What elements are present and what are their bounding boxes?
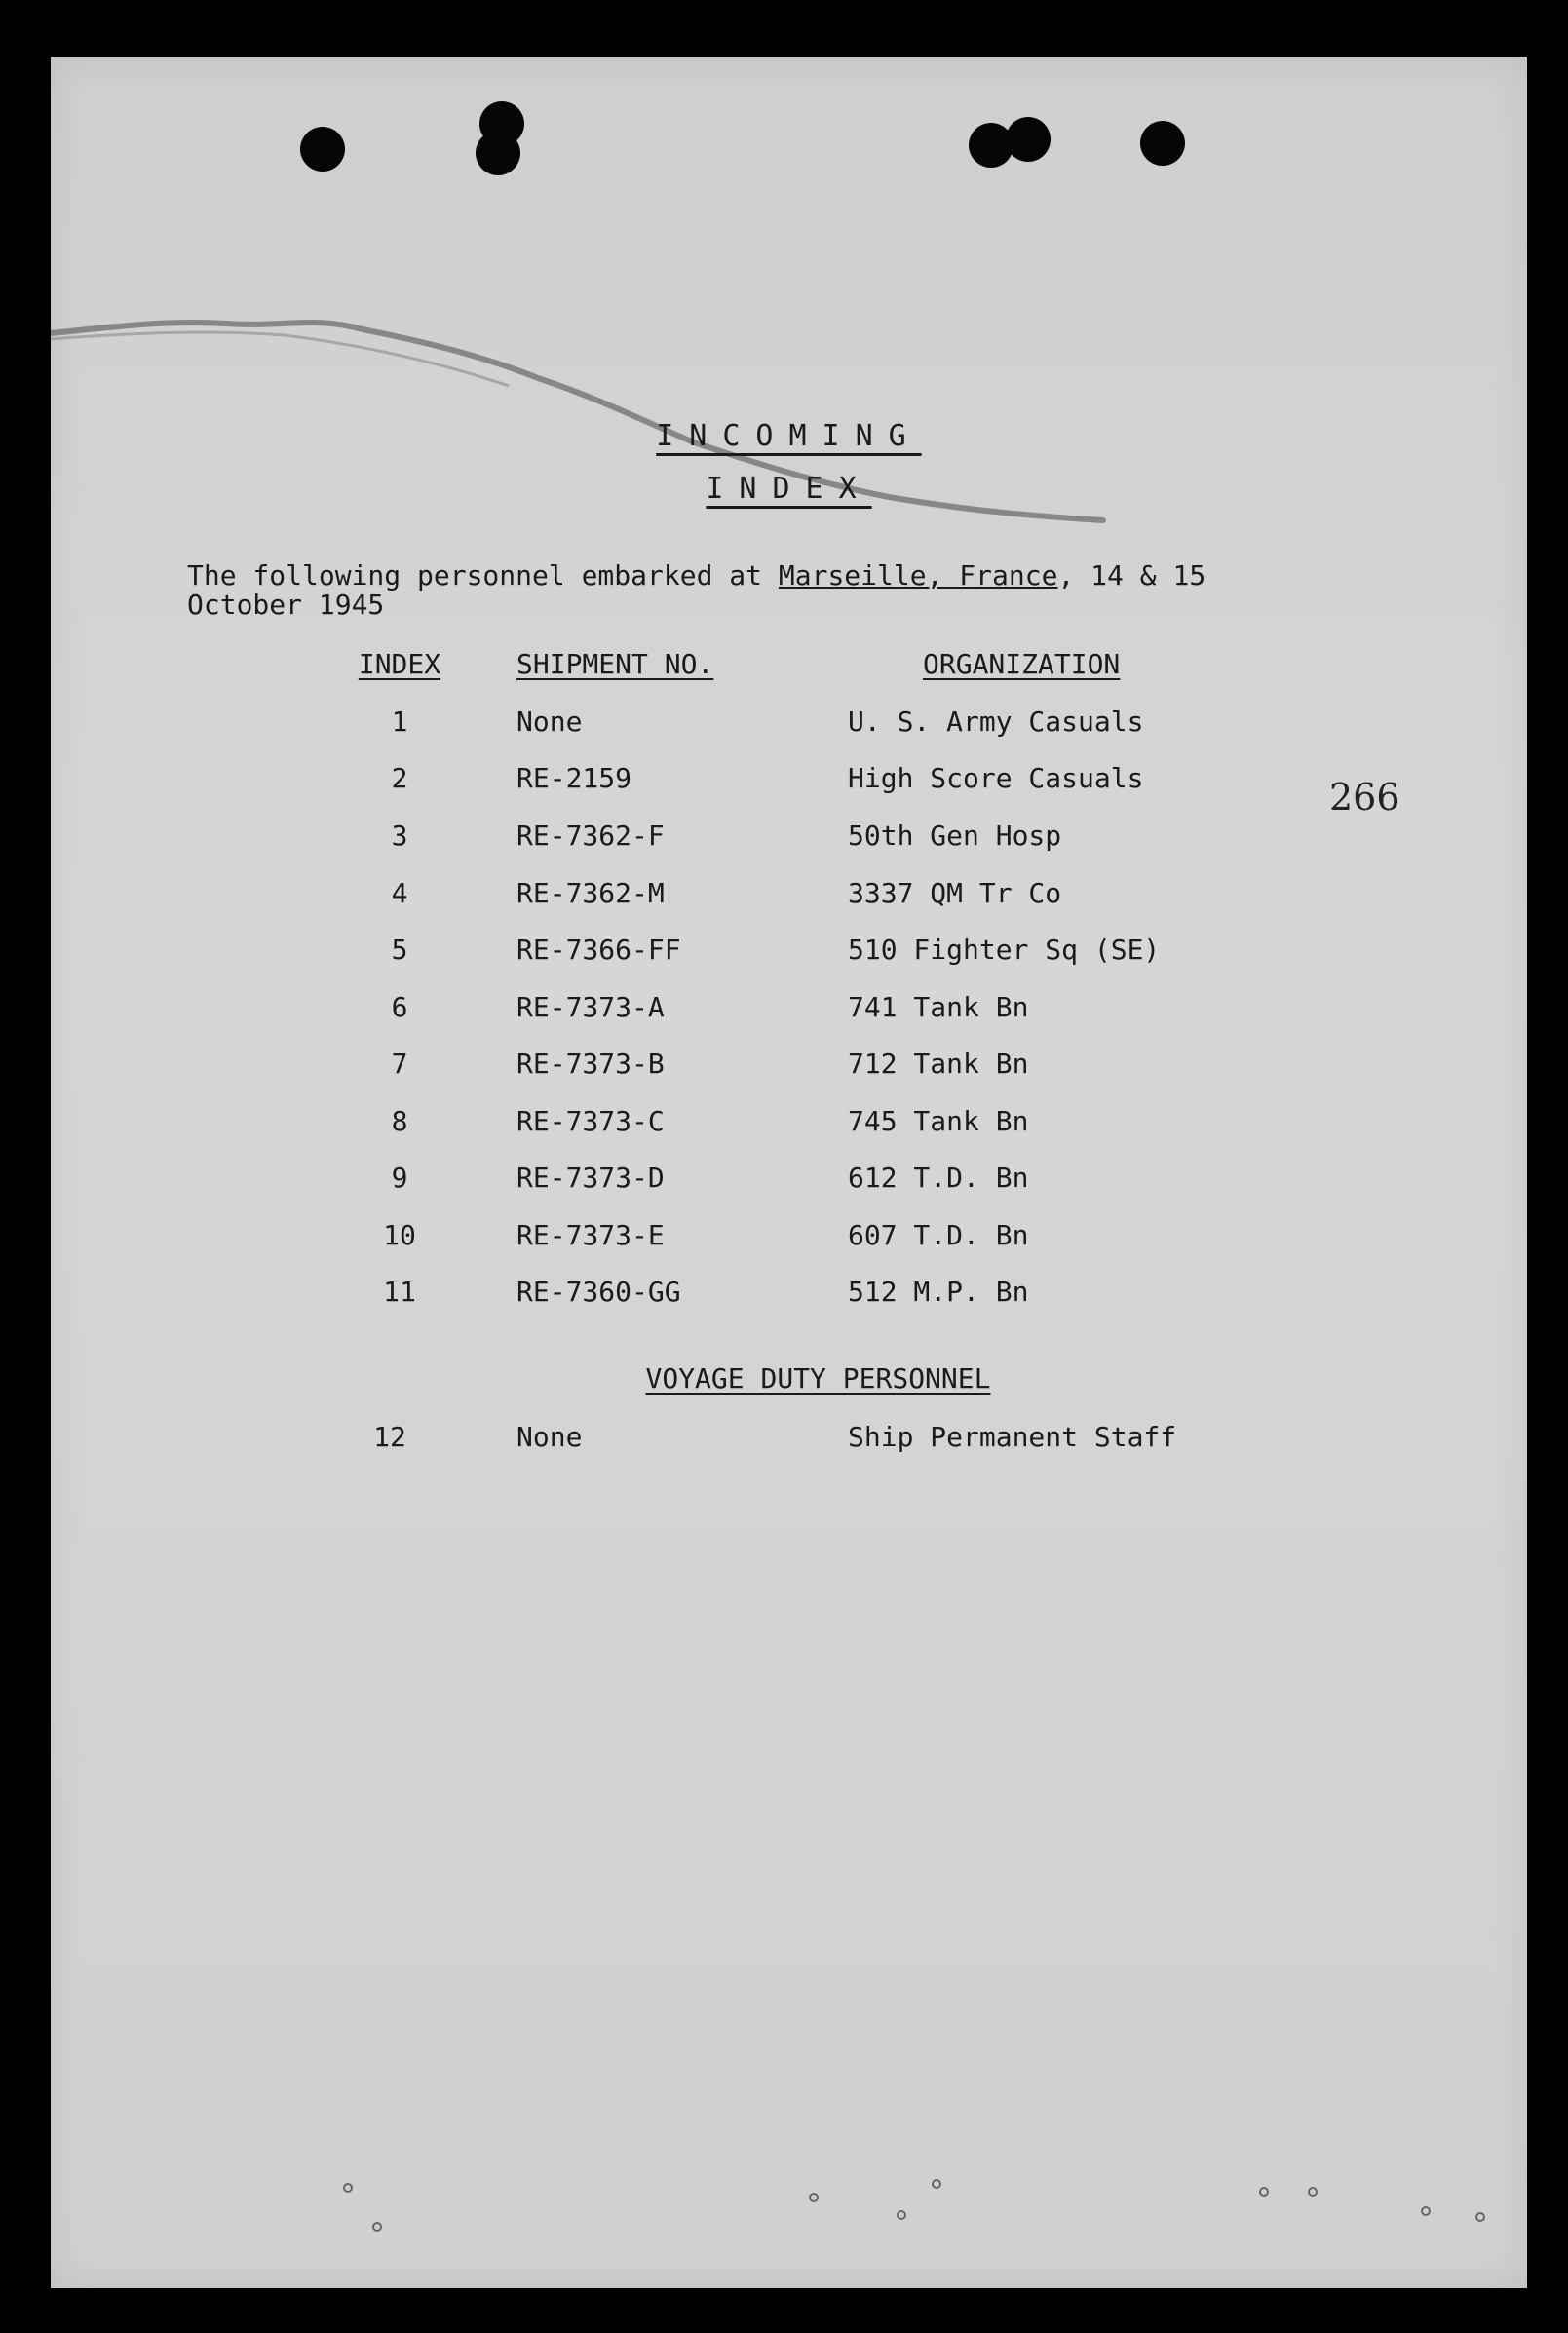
paper-speck — [343, 2183, 353, 2193]
punch-hole — [1140, 121, 1185, 166]
row-index: 3 — [391, 820, 408, 852]
page-number: 266 — [1329, 776, 1400, 819]
header-index: INDEX — [358, 648, 441, 680]
paper-speck — [1421, 2206, 1431, 2216]
intro-date: October 1945 — [187, 589, 385, 621]
row-shipment: RE-2159 — [516, 762, 632, 794]
header-shipment: SHIPMENT NO. — [516, 648, 714, 680]
paper-speck — [809, 2193, 819, 2202]
paper-speck — [372, 2222, 382, 2232]
row-organization: 741 Tank Bn — [848, 991, 1029, 1023]
row-index: 11 — [383, 1276, 416, 1308]
row-index: 4 — [391, 877, 408, 909]
row-shipment: RE-7366-FF — [516, 934, 681, 966]
row-shipment: RE-7373-D — [516, 1162, 665, 1194]
row-shipment: RE-7373-A — [516, 991, 665, 1023]
row-index: 8 — [391, 1105, 408, 1137]
row-organization: 607 T.D. Bn — [848, 1219, 1029, 1251]
punch-hole — [476, 131, 520, 175]
row-shipment: RE-7362-M — [516, 877, 665, 909]
paper-speck — [897, 2210, 906, 2220]
intro-suffix: , 14 & 15 — [1057, 559, 1206, 592]
paper-speck — [1308, 2187, 1318, 2197]
row-shipment: RE-7373-B — [516, 1048, 665, 1080]
intro-place: Marseille, France — [778, 559, 1058, 592]
row-index: 1 — [391, 706, 408, 738]
intro-paragraph — [187, 561, 1405, 620]
row-organization: 510 Fighter Sq (SE) — [848, 934, 1161, 966]
row-shipment: RE-7373-C — [516, 1105, 665, 1137]
row-index: 10 — [383, 1219, 416, 1251]
row-organization: 745 Tank Bn — [848, 1105, 1029, 1137]
row-organization: High Score Casuals — [848, 762, 1144, 794]
row-index: 2 — [391, 762, 408, 794]
row-shipment: RE-7373-E — [516, 1219, 665, 1251]
document-subtitle: INDEX — [706, 472, 872, 506]
paper-speck — [932, 2179, 941, 2189]
row-index: 12 — [373, 1421, 406, 1453]
row-organization: 3337 QM Tr Co — [848, 877, 1062, 909]
paper-speck — [1259, 2187, 1269, 2197]
row-shipment: RE-7360-GG — [516, 1276, 681, 1308]
intro-prefix: The following personnel embarked at — [187, 559, 779, 592]
voyage-section-title: VOYAGE DUTY PERSONNEL — [645, 1362, 991, 1395]
row-index: 5 — [391, 934, 408, 966]
row-index: 6 — [391, 991, 408, 1023]
row-index: 9 — [391, 1162, 408, 1194]
row-shipment: None — [516, 1421, 583, 1453]
row-organization: 512 M.P. Bn — [848, 1276, 1029, 1308]
row-organization: 712 Tank Bn — [848, 1048, 1029, 1080]
row-organization: Ship Permanent Staff — [848, 1421, 1177, 1453]
punch-hole — [1006, 117, 1051, 162]
row-organization: 50th Gen Hosp — [848, 820, 1062, 852]
row-shipment: RE-7362-F — [516, 820, 665, 852]
document-title: INCOMING — [656, 419, 922, 453]
row-index: 7 — [391, 1048, 408, 1080]
header-organization: ORGANIZATION — [923, 648, 1121, 680]
row-organization: 612 T.D. Bn — [848, 1162, 1029, 1194]
row-shipment: None — [516, 706, 583, 738]
punch-hole — [300, 127, 345, 172]
document-page — [51, 57, 1527, 2288]
row-organization: U. S. Army Casuals — [848, 706, 1144, 738]
paper-speck — [1475, 2212, 1485, 2222]
